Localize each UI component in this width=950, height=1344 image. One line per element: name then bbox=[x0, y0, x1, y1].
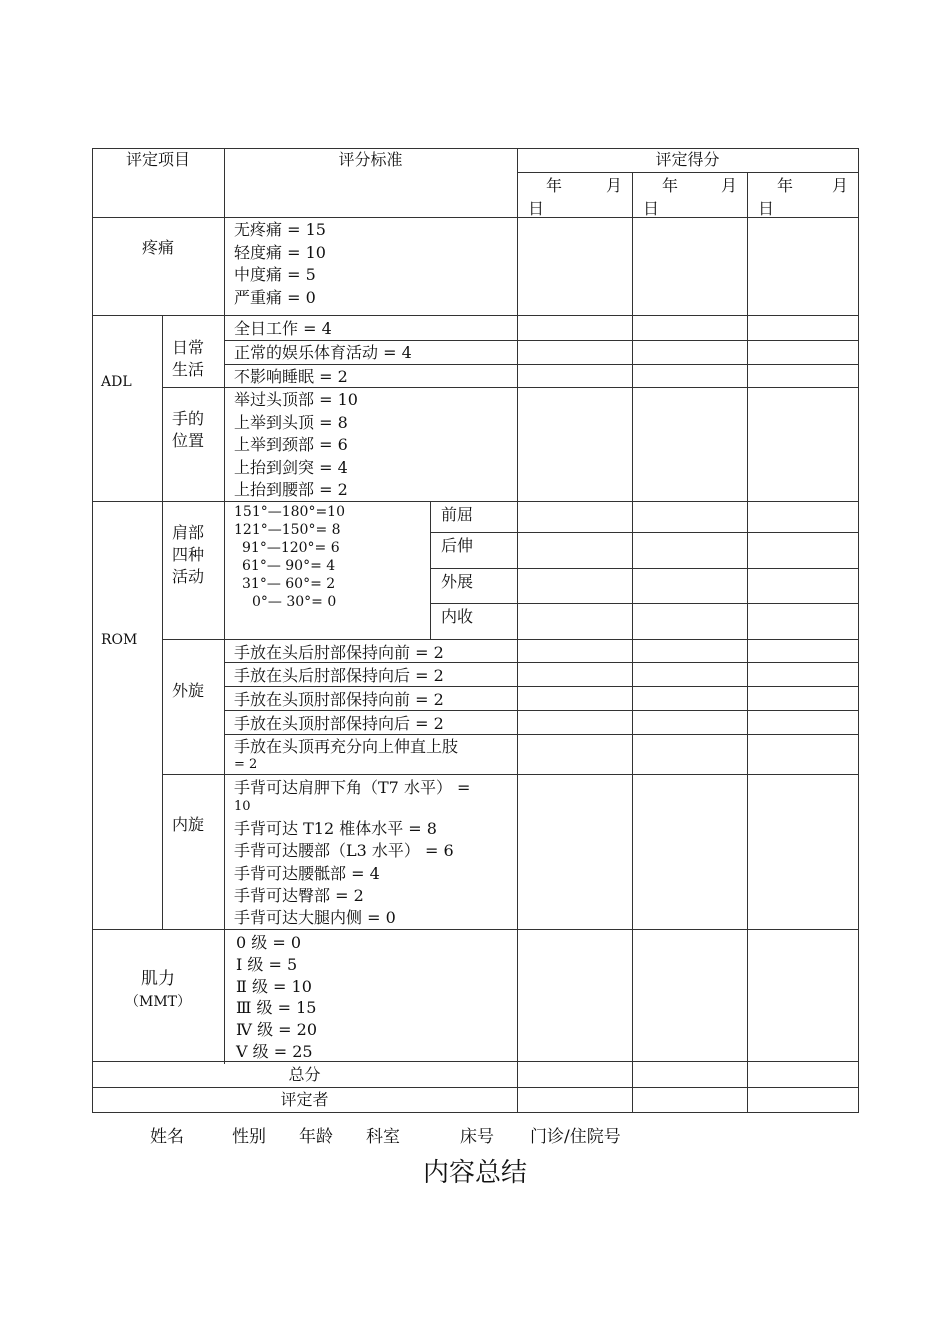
adl-hand-criteria bbox=[234, 389, 358, 502]
rom-external-criterion: 手放在头后肘部保持向前 = 2 bbox=[234, 643, 444, 662]
mmt-label: 肌力 bbox=[141, 969, 175, 989]
pain-label: 疼痛 bbox=[141, 238, 174, 257]
assessment-table bbox=[92, 148, 858, 1112]
rom-internal-criterion: 手背可达腰部（L3 水平） = 6 bbox=[234, 841, 454, 860]
total-label: 总分 bbox=[288, 1065, 321, 1084]
mmt-sublabel: （MMT） bbox=[124, 994, 191, 1010]
footer-department: 科室 bbox=[366, 1127, 400, 1147]
footer-gender: 性别 bbox=[232, 1127, 266, 1147]
rom-internal-label: 内旋 bbox=[172, 815, 205, 834]
pain-criterion: 中度痛 = 5 bbox=[234, 265, 316, 284]
date2-month: 月 bbox=[721, 176, 738, 195]
assessor-label: 评定者 bbox=[280, 1090, 329, 1109]
mmt-grade: Ⅴ 级 = 25 bbox=[236, 1041, 313, 1061]
header-item: 评定项目 bbox=[125, 150, 190, 169]
mmt-grade: Ⅳ 级 = 20 bbox=[236, 1020, 318, 1040]
rom-internal-criterion: 10 bbox=[234, 799, 251, 814]
adl-daily-label: 日常生活 bbox=[172, 338, 205, 379]
rom-motion-abduction: 外展 bbox=[441, 572, 474, 591]
adl-daily-criterion: 不影响睡眠 = 2 bbox=[234, 367, 348, 386]
rom-external-label: 外旋 bbox=[172, 681, 205, 700]
rom-range: 91°—120°= 6 bbox=[242, 540, 340, 556]
pain-criterion: 严重痛 = 0 bbox=[234, 287, 316, 307]
date2-day: 日 bbox=[643, 199, 660, 218]
date3-day: 日 bbox=[758, 199, 775, 218]
rom-range: 151°—180°=10 bbox=[234, 504, 345, 520]
adl-daily-criterion: 正常的娱乐体育活动 = 4 bbox=[234, 343, 412, 362]
header-score: 评定得分 bbox=[655, 150, 720, 169]
date1-month: 月 bbox=[606, 176, 623, 195]
date2-year: 年 bbox=[662, 176, 679, 195]
rom-range: 121°—150°= 8 bbox=[234, 522, 341, 538]
rom-external-criterion: 手放在头顶肘部保持向后 = 2 bbox=[234, 714, 444, 733]
date1-day: 日 bbox=[528, 199, 545, 218]
rom-external-criterion: 手放在头顶肘部保持向前 = 2 bbox=[234, 690, 444, 709]
pain-criterion: 轻度痛 = 10 bbox=[234, 242, 326, 262]
rom-internal-criterion: 手背可达腰骶部 = 4 bbox=[234, 864, 380, 883]
adl-hand-criterion: 上抬到剑突 = 4 bbox=[234, 457, 348, 477]
mmt-grade: Ⅱ 级 = 10 bbox=[236, 976, 312, 996]
adl-hand-criterion: 上举到颈部 = 6 bbox=[234, 435, 348, 454]
rom-range: 31°— 60°= 2 bbox=[242, 576, 336, 592]
footer-bed: 床号 bbox=[460, 1127, 494, 1147]
date1-year: 年 bbox=[546, 176, 563, 195]
mmt-grade: 0 级 = 0 bbox=[236, 933, 302, 952]
rom-range: 61°— 90°= 4 bbox=[242, 558, 336, 574]
rom-motion-adduction: 内收 bbox=[441, 607, 474, 626]
rom-shoulder-label: 肩部四种活动 bbox=[172, 523, 205, 586]
adl-hand-label: 手的位置 bbox=[172, 409, 205, 450]
pain-criteria bbox=[234, 219, 326, 309]
date3-month: 月 bbox=[832, 176, 849, 195]
mmt-grade: Ⅰ 级 = 5 bbox=[236, 954, 298, 974]
rom-range: 0°— 30°= 0 bbox=[252, 594, 337, 610]
adl-hand-criterion: 上举到头顶 = 8 bbox=[234, 412, 348, 432]
rom-shoulder-ranges bbox=[234, 503, 345, 611]
footer-record-number: 门诊/住院号 bbox=[530, 1127, 621, 1147]
rom-external-criterion-score: = 2 bbox=[234, 757, 258, 772]
adl-daily-criterion: 全日工作 = 4 bbox=[234, 319, 332, 338]
footer-age: 年龄 bbox=[299, 1127, 333, 1147]
pain-criterion: 无疼痛 = 15 bbox=[234, 220, 326, 239]
rom-motion-flexion: 前屈 bbox=[441, 505, 474, 524]
rom-motion-extension: 后伸 bbox=[441, 536, 474, 555]
rom-internal-criterion: 手背可达大腿内侧 = 0 bbox=[234, 908, 396, 927]
rom-internal-criterion: 手背可达 T12 椎体水平 = 8 bbox=[234, 819, 437, 838]
mmt-grades bbox=[236, 932, 317, 1063]
rom-external-criterion: 手放在头后肘部保持向后 = 2 bbox=[234, 666, 444, 685]
rom-internal-criterion: 手背可达肩胛下角（T7 水平） = bbox=[234, 778, 471, 797]
adl-label: ADL bbox=[101, 374, 132, 390]
rom-label: ROM bbox=[101, 632, 138, 648]
adl-hand-criterion: 上抬到腰部 = 2 bbox=[234, 480, 348, 499]
summary-title: 内容总结 bbox=[422, 1158, 527, 1188]
date3-year: 年 bbox=[777, 176, 794, 195]
adl-hand-criterion: 举过头顶部 = 10 bbox=[234, 390, 358, 409]
header-standard: 评分标准 bbox=[338, 150, 403, 169]
footer-name: 姓名 bbox=[150, 1127, 184, 1147]
mmt-grade: Ⅲ 级 = 15 bbox=[236, 998, 317, 1018]
rom-internal-criterion: 手背可达臀部 = 2 bbox=[234, 886, 364, 905]
rom-external-criterion: 手放在头顶再充分向上伸直上肢 bbox=[234, 737, 459, 756]
